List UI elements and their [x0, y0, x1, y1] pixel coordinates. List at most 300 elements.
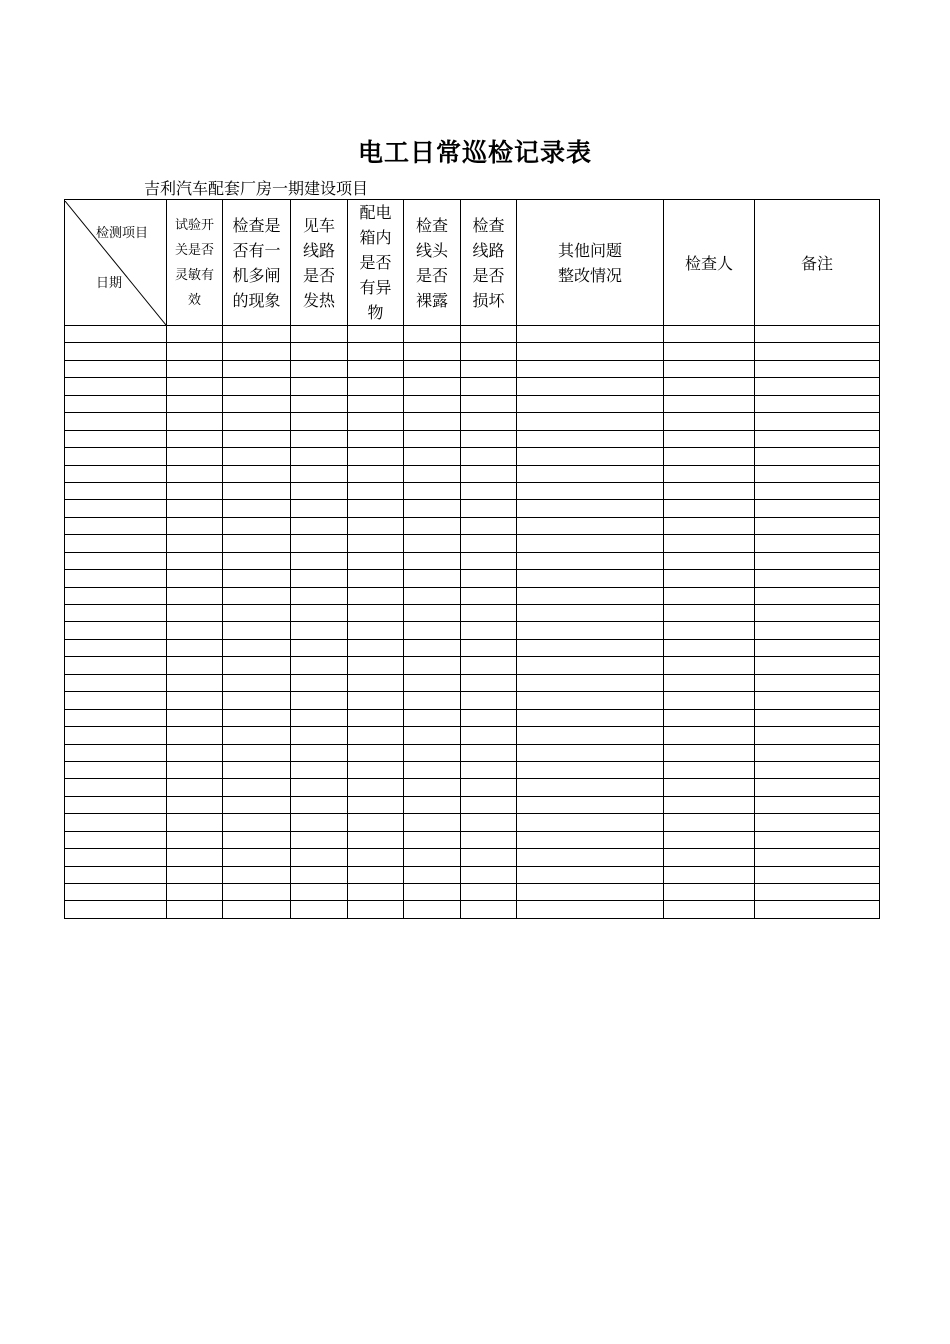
- table-cell[interactable]: [755, 884, 880, 901]
- table-cell[interactable]: [223, 674, 291, 691]
- table-cell[interactable]: [223, 500, 291, 517]
- table-cell[interactable]: [517, 779, 664, 796]
- table-cell[interactable]: [461, 605, 517, 622]
- table-cell[interactable]: [461, 326, 517, 343]
- table-cell[interactable]: [664, 587, 755, 604]
- table-cell[interactable]: [348, 413, 404, 430]
- table-cell[interactable]: [348, 605, 404, 622]
- table-cell[interactable]: [517, 692, 664, 709]
- table-cell[interactable]: [223, 814, 291, 831]
- table-cell[interactable]: [461, 343, 517, 360]
- table-cell[interactable]: [348, 639, 404, 656]
- table-cell[interactable]: [404, 709, 461, 726]
- table-cell[interactable]: [291, 500, 348, 517]
- table-cell[interactable]: [664, 535, 755, 552]
- table-cell[interactable]: [65, 884, 167, 901]
- table-cell[interactable]: [755, 692, 880, 709]
- table-cell[interactable]: [404, 535, 461, 552]
- table-cell[interactable]: [167, 587, 223, 604]
- table-cell[interactable]: [404, 500, 461, 517]
- table-cell[interactable]: [348, 674, 404, 691]
- table-cell[interactable]: [404, 761, 461, 778]
- table-cell[interactable]: [461, 622, 517, 639]
- table-cell[interactable]: [755, 674, 880, 691]
- table-cell[interactable]: [755, 482, 880, 499]
- table-cell[interactable]: [664, 482, 755, 499]
- table-cell[interactable]: [517, 500, 664, 517]
- table-cell[interactable]: [167, 779, 223, 796]
- table-cell[interactable]: [291, 709, 348, 726]
- table-cell[interactable]: [223, 395, 291, 412]
- table-cell[interactable]: [167, 570, 223, 587]
- table-cell[interactable]: [223, 378, 291, 395]
- table-cell[interactable]: [664, 570, 755, 587]
- table-cell[interactable]: [404, 605, 461, 622]
- table-cell[interactable]: [65, 831, 167, 848]
- table-cell[interactable]: [348, 360, 404, 377]
- table-cell[interactable]: [65, 448, 167, 465]
- table-cell[interactable]: [404, 796, 461, 813]
- table-cell[interactable]: [517, 674, 664, 691]
- table-cell[interactable]: [517, 657, 664, 674]
- table-cell[interactable]: [348, 796, 404, 813]
- table-cell[interactable]: [664, 378, 755, 395]
- table-cell[interactable]: [755, 779, 880, 796]
- table-cell[interactable]: [65, 360, 167, 377]
- table-cell[interactable]: [348, 831, 404, 848]
- table-cell[interactable]: [664, 465, 755, 482]
- table-cell[interactable]: [65, 639, 167, 656]
- table-cell[interactable]: [664, 413, 755, 430]
- table-cell[interactable]: [664, 831, 755, 848]
- table-cell[interactable]: [291, 831, 348, 848]
- table-cell[interactable]: [291, 482, 348, 499]
- table-cell[interactable]: [167, 482, 223, 499]
- table-cell[interactable]: [664, 657, 755, 674]
- table-cell[interactable]: [404, 413, 461, 430]
- table-cell[interactable]: [517, 849, 664, 866]
- table-cell[interactable]: [755, 831, 880, 848]
- table-cell[interactable]: [755, 727, 880, 744]
- table-cell[interactable]: [461, 901, 517, 918]
- table-cell[interactable]: [65, 517, 167, 534]
- table-cell[interactable]: [755, 395, 880, 412]
- table-cell[interactable]: [517, 744, 664, 761]
- table-cell[interactable]: [348, 378, 404, 395]
- table-cell[interactable]: [517, 605, 664, 622]
- table-cell[interactable]: [167, 395, 223, 412]
- table-cell[interactable]: [517, 552, 664, 569]
- table-cell[interactable]: [348, 814, 404, 831]
- table-cell[interactable]: [167, 622, 223, 639]
- table-cell[interactable]: [65, 587, 167, 604]
- table-cell[interactable]: [517, 326, 664, 343]
- table-cell[interactable]: [291, 605, 348, 622]
- table-cell[interactable]: [65, 709, 167, 726]
- table-cell[interactable]: [404, 884, 461, 901]
- table-cell[interactable]: [291, 552, 348, 569]
- table-cell[interactable]: [65, 343, 167, 360]
- table-cell[interactable]: [755, 761, 880, 778]
- table-cell[interactable]: [223, 535, 291, 552]
- table-cell[interactable]: [461, 866, 517, 883]
- table-cell[interactable]: [517, 343, 664, 360]
- table-cell[interactable]: [348, 884, 404, 901]
- table-cell[interactable]: [461, 465, 517, 482]
- table-cell[interactable]: [404, 430, 461, 447]
- table-cell[interactable]: [167, 378, 223, 395]
- table-cell[interactable]: [664, 744, 755, 761]
- table-cell[interactable]: [65, 866, 167, 883]
- table-cell[interactable]: [348, 692, 404, 709]
- table-cell[interactable]: [348, 500, 404, 517]
- table-cell[interactable]: [348, 849, 404, 866]
- table-cell[interactable]: [291, 413, 348, 430]
- table-cell[interactable]: [664, 884, 755, 901]
- table-cell[interactable]: [755, 866, 880, 883]
- table-cell[interactable]: [65, 413, 167, 430]
- table-cell[interactable]: [223, 831, 291, 848]
- table-cell[interactable]: [517, 465, 664, 482]
- table-cell[interactable]: [755, 552, 880, 569]
- table-cell[interactable]: [664, 343, 755, 360]
- table-cell[interactable]: [664, 326, 755, 343]
- table-cell[interactable]: [461, 570, 517, 587]
- table-cell[interactable]: [517, 535, 664, 552]
- table-cell[interactable]: [291, 360, 348, 377]
- table-cell[interactable]: [65, 535, 167, 552]
- table-cell[interactable]: [517, 866, 664, 883]
- table-cell[interactable]: [167, 849, 223, 866]
- table-cell[interactable]: [65, 378, 167, 395]
- table-cell[interactable]: [348, 727, 404, 744]
- table-cell[interactable]: [167, 814, 223, 831]
- table-cell[interactable]: [404, 326, 461, 343]
- table-cell[interactable]: [223, 465, 291, 482]
- table-cell[interactable]: [461, 535, 517, 552]
- table-cell[interactable]: [223, 360, 291, 377]
- table-cell[interactable]: [65, 605, 167, 622]
- table-cell[interactable]: [291, 814, 348, 831]
- table-cell[interactable]: [65, 692, 167, 709]
- table-cell[interactable]: [517, 796, 664, 813]
- table-cell[interactable]: [461, 884, 517, 901]
- table-cell[interactable]: [223, 639, 291, 656]
- table-cell[interactable]: [664, 605, 755, 622]
- table-cell[interactable]: [404, 570, 461, 587]
- table-cell[interactable]: [461, 500, 517, 517]
- table-cell[interactable]: [755, 901, 880, 918]
- table-cell[interactable]: [223, 727, 291, 744]
- table-cell[interactable]: [461, 413, 517, 430]
- table-cell[interactable]: [348, 535, 404, 552]
- table-cell[interactable]: [664, 552, 755, 569]
- table-cell[interactable]: [517, 622, 664, 639]
- table-cell[interactable]: [348, 326, 404, 343]
- table-cell[interactable]: [65, 849, 167, 866]
- table-cell[interactable]: [664, 360, 755, 377]
- table-cell[interactable]: [65, 657, 167, 674]
- table-cell[interactable]: [223, 849, 291, 866]
- table-cell[interactable]: [65, 326, 167, 343]
- table-cell[interactable]: [664, 395, 755, 412]
- table-cell[interactable]: [167, 901, 223, 918]
- table-cell[interactable]: [223, 448, 291, 465]
- table-cell[interactable]: [291, 535, 348, 552]
- table-cell[interactable]: [461, 761, 517, 778]
- table-cell[interactable]: [291, 517, 348, 534]
- table-cell[interactable]: [404, 814, 461, 831]
- table-cell[interactable]: [664, 430, 755, 447]
- table-cell[interactable]: [348, 465, 404, 482]
- table-cell[interactable]: [291, 901, 348, 918]
- table-cell[interactable]: [664, 622, 755, 639]
- table-cell[interactable]: [291, 727, 348, 744]
- table-cell[interactable]: [65, 482, 167, 499]
- table-cell[interactable]: [755, 709, 880, 726]
- table-cell[interactable]: [517, 413, 664, 430]
- table-cell[interactable]: [291, 570, 348, 587]
- table-cell[interactable]: [404, 639, 461, 656]
- table-cell[interactable]: [223, 884, 291, 901]
- table-cell[interactable]: [223, 744, 291, 761]
- table-cell[interactable]: [755, 639, 880, 656]
- table-cell[interactable]: [461, 395, 517, 412]
- table-cell[interactable]: [664, 709, 755, 726]
- table-cell[interactable]: [404, 622, 461, 639]
- table-cell[interactable]: [404, 482, 461, 499]
- table-cell[interactable]: [404, 587, 461, 604]
- table-cell[interactable]: [755, 622, 880, 639]
- table-cell[interactable]: [517, 482, 664, 499]
- table-cell[interactable]: [65, 796, 167, 813]
- table-cell[interactable]: [517, 831, 664, 848]
- table-cell[interactable]: [167, 744, 223, 761]
- table-cell[interactable]: [664, 500, 755, 517]
- table-cell[interactable]: [755, 448, 880, 465]
- table-cell[interactable]: [404, 866, 461, 883]
- table-cell[interactable]: [348, 448, 404, 465]
- table-cell[interactable]: [291, 622, 348, 639]
- table-cell[interactable]: [461, 709, 517, 726]
- table-cell[interactable]: [291, 779, 348, 796]
- table-cell[interactable]: [755, 657, 880, 674]
- table-cell[interactable]: [223, 570, 291, 587]
- table-cell[interactable]: [348, 517, 404, 534]
- table-cell[interactable]: [223, 517, 291, 534]
- table-cell[interactable]: [65, 727, 167, 744]
- table-cell[interactable]: [223, 482, 291, 499]
- table-cell[interactable]: [517, 395, 664, 412]
- table-cell[interactable]: [755, 796, 880, 813]
- table-cell[interactable]: [167, 552, 223, 569]
- table-cell[interactable]: [664, 727, 755, 744]
- table-cell[interactable]: [517, 814, 664, 831]
- table-cell[interactable]: [223, 430, 291, 447]
- table-cell[interactable]: [461, 814, 517, 831]
- table-cell[interactable]: [755, 517, 880, 534]
- table-cell[interactable]: [167, 343, 223, 360]
- table-cell[interactable]: [167, 639, 223, 656]
- table-cell[interactable]: [664, 448, 755, 465]
- table-cell[interactable]: [348, 552, 404, 569]
- table-cell[interactable]: [291, 378, 348, 395]
- table-cell[interactable]: [517, 378, 664, 395]
- table-cell[interactable]: [167, 326, 223, 343]
- table-cell[interactable]: [223, 552, 291, 569]
- table-cell[interactable]: [167, 535, 223, 552]
- table-cell[interactable]: [517, 761, 664, 778]
- table-cell[interactable]: [461, 360, 517, 377]
- table-cell[interactable]: [664, 866, 755, 883]
- table-cell[interactable]: [461, 744, 517, 761]
- table-cell[interactable]: [348, 866, 404, 883]
- table-cell[interactable]: [461, 552, 517, 569]
- table-cell[interactable]: [223, 779, 291, 796]
- table-cell[interactable]: [223, 901, 291, 918]
- table-cell[interactable]: [223, 326, 291, 343]
- table-cell[interactable]: [167, 500, 223, 517]
- table-cell[interactable]: [223, 709, 291, 726]
- table-cell[interactable]: [223, 796, 291, 813]
- table-cell[interactable]: [348, 744, 404, 761]
- table-cell[interactable]: [65, 395, 167, 412]
- table-cell[interactable]: [461, 482, 517, 499]
- table-cell[interactable]: [404, 517, 461, 534]
- table-cell[interactable]: [461, 831, 517, 848]
- table-cell[interactable]: [223, 657, 291, 674]
- table-cell[interactable]: [167, 413, 223, 430]
- table-cell[interactable]: [348, 570, 404, 587]
- table-cell[interactable]: [348, 587, 404, 604]
- table-cell[interactable]: [291, 343, 348, 360]
- table-cell[interactable]: [404, 360, 461, 377]
- table-cell[interactable]: [65, 622, 167, 639]
- table-cell[interactable]: [755, 430, 880, 447]
- table-cell[interactable]: [664, 692, 755, 709]
- table-cell[interactable]: [517, 360, 664, 377]
- table-cell[interactable]: [517, 517, 664, 534]
- table-cell[interactable]: [291, 884, 348, 901]
- table-cell[interactable]: [664, 761, 755, 778]
- table-cell[interactable]: [167, 605, 223, 622]
- table-cell[interactable]: [755, 343, 880, 360]
- table-cell[interactable]: [664, 779, 755, 796]
- table-cell[interactable]: [348, 709, 404, 726]
- table-cell[interactable]: [404, 727, 461, 744]
- table-cell[interactable]: [664, 814, 755, 831]
- table-cell[interactable]: [223, 761, 291, 778]
- table-cell[interactable]: [65, 779, 167, 796]
- table-cell[interactable]: [167, 709, 223, 726]
- table-cell[interactable]: [404, 779, 461, 796]
- table-cell[interactable]: [404, 465, 461, 482]
- table-cell[interactable]: [664, 796, 755, 813]
- table-cell[interactable]: [223, 605, 291, 622]
- table-cell[interactable]: [404, 692, 461, 709]
- table-cell[interactable]: [404, 674, 461, 691]
- table-cell[interactable]: [291, 744, 348, 761]
- table-cell[interactable]: [755, 570, 880, 587]
- table-cell[interactable]: [291, 849, 348, 866]
- table-cell[interactable]: [348, 657, 404, 674]
- table-cell[interactable]: [65, 761, 167, 778]
- table-cell[interactable]: [348, 395, 404, 412]
- table-cell[interactable]: [404, 831, 461, 848]
- table-cell[interactable]: [167, 796, 223, 813]
- table-cell[interactable]: [461, 674, 517, 691]
- table-cell[interactable]: [755, 535, 880, 552]
- table-cell[interactable]: [404, 901, 461, 918]
- table-cell[interactable]: [755, 413, 880, 430]
- table-cell[interactable]: [291, 796, 348, 813]
- table-cell[interactable]: [517, 901, 664, 918]
- table-cell[interactable]: [461, 448, 517, 465]
- table-cell[interactable]: [167, 465, 223, 482]
- table-cell[interactable]: [517, 639, 664, 656]
- table-cell[interactable]: [291, 639, 348, 656]
- table-cell[interactable]: [404, 378, 461, 395]
- table-cell[interactable]: [291, 587, 348, 604]
- table-cell[interactable]: [167, 692, 223, 709]
- table-cell[interactable]: [291, 465, 348, 482]
- table-cell[interactable]: [755, 326, 880, 343]
- table-cell[interactable]: [755, 744, 880, 761]
- table-cell[interactable]: [167, 657, 223, 674]
- table-cell[interactable]: [291, 866, 348, 883]
- table-cell[interactable]: [517, 448, 664, 465]
- table-cell[interactable]: [65, 744, 167, 761]
- table-cell[interactable]: [404, 744, 461, 761]
- table-cell[interactable]: [167, 884, 223, 901]
- table-cell[interactable]: [291, 657, 348, 674]
- table-cell[interactable]: [664, 674, 755, 691]
- table-cell[interactable]: [65, 814, 167, 831]
- table-cell[interactable]: [404, 343, 461, 360]
- table-cell[interactable]: [755, 465, 880, 482]
- table-cell[interactable]: [664, 849, 755, 866]
- table-cell[interactable]: [755, 587, 880, 604]
- table-cell[interactable]: [517, 709, 664, 726]
- table-cell[interactable]: [65, 901, 167, 918]
- table-cell[interactable]: [461, 517, 517, 534]
- table-cell[interactable]: [461, 378, 517, 395]
- table-cell[interactable]: [167, 674, 223, 691]
- table-cell[interactable]: [348, 779, 404, 796]
- table-cell[interactable]: [291, 761, 348, 778]
- table-cell[interactable]: [348, 622, 404, 639]
- table-cell[interactable]: [223, 866, 291, 883]
- table-cell[interactable]: [461, 430, 517, 447]
- table-cell[interactable]: [404, 395, 461, 412]
- table-cell[interactable]: [167, 831, 223, 848]
- table-cell[interactable]: [167, 430, 223, 447]
- table-cell[interactable]: [461, 639, 517, 656]
- table-cell[interactable]: [223, 622, 291, 639]
- table-cell[interactable]: [223, 692, 291, 709]
- table-cell[interactable]: [664, 901, 755, 918]
- table-cell[interactable]: [755, 814, 880, 831]
- table-cell[interactable]: [291, 692, 348, 709]
- table-cell[interactable]: [348, 482, 404, 499]
- table-cell[interactable]: [755, 378, 880, 395]
- table-cell[interactable]: [65, 430, 167, 447]
- table-cell[interactable]: [517, 727, 664, 744]
- table-cell[interactable]: [755, 605, 880, 622]
- table-cell[interactable]: [517, 430, 664, 447]
- table-cell[interactable]: [755, 849, 880, 866]
- table-cell[interactable]: [404, 657, 461, 674]
